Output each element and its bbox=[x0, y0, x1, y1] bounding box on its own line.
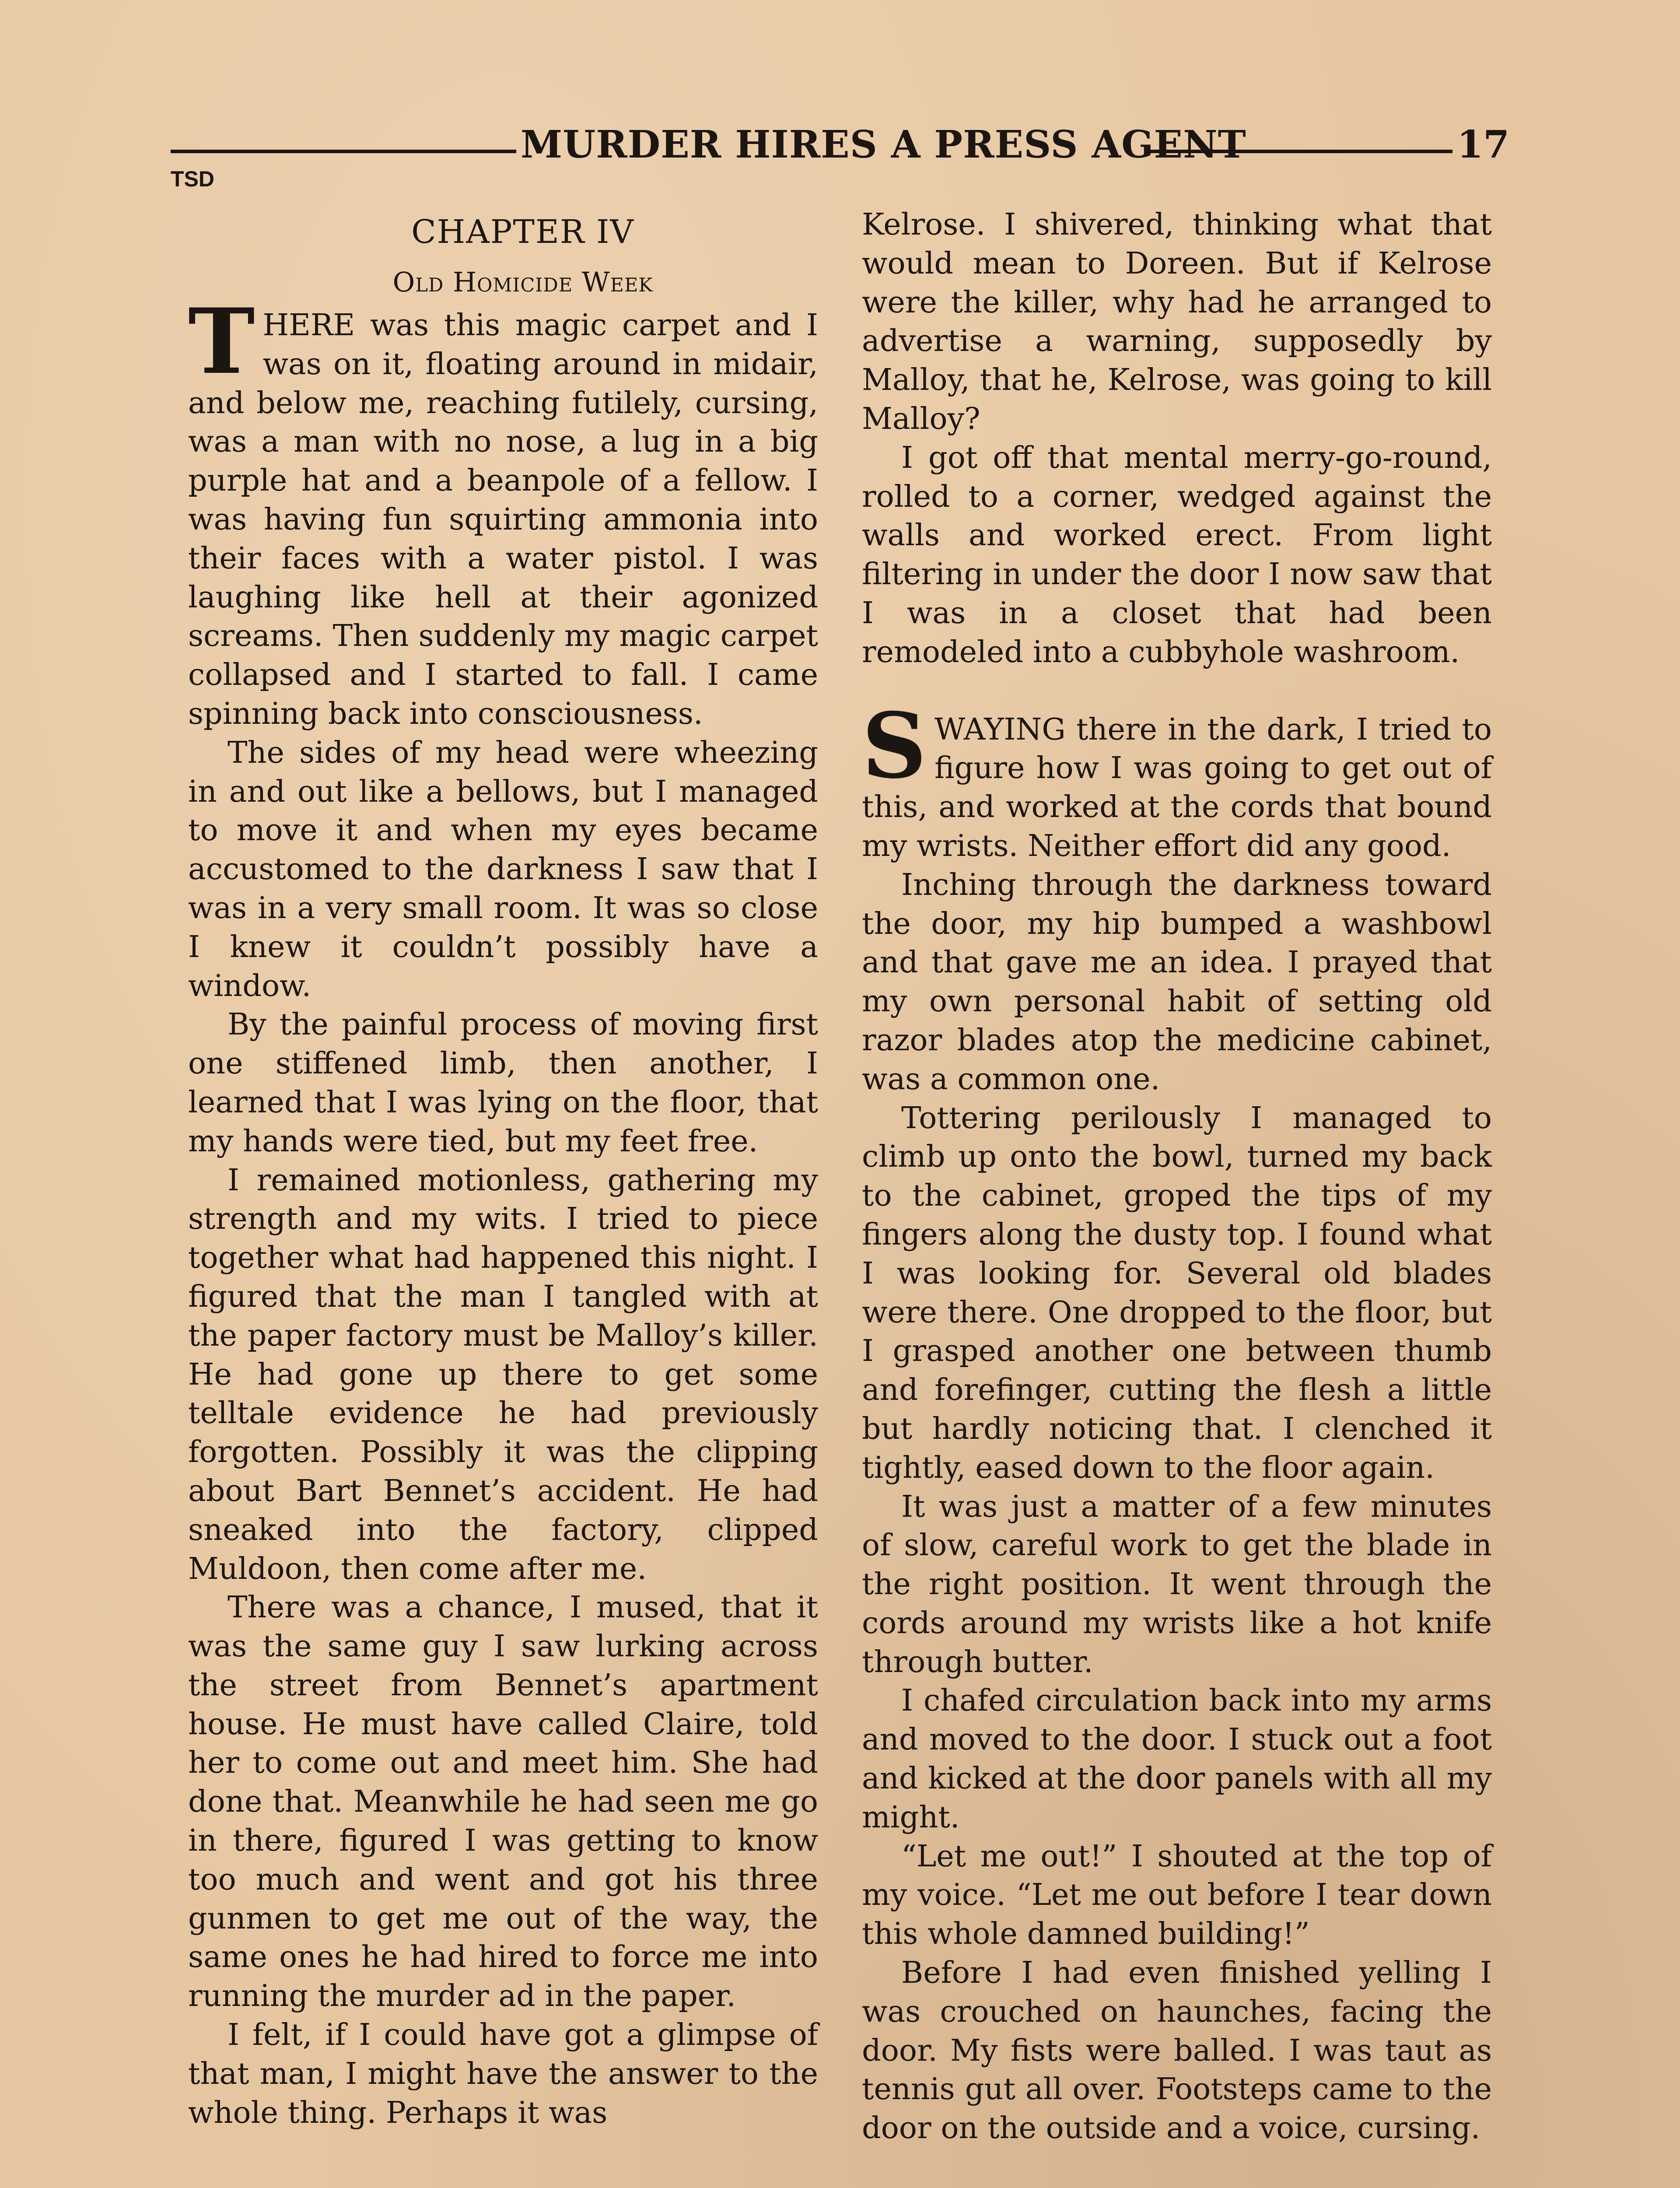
paragraph: Tottering perilously I managed to climb up onto the bowl, turned my back to the cabinet, groped the tips of my fingers along the dusty top. I found what I was looking for. Several old blades were there. One dropped to the floor, but I grasped another one between thumb and forefinger, cutting the flesh a little but hardly noticing that. I clenched it tightly, eased down to the floor again. bbox=[862, 1101, 1492, 1485]
paragraph: Inching through the darkness toward the door, my hip bumped a washbowl and that gave me an idea. I prayed that my own personal habit of setting old razor blades atop the medicine cabinet, was a common one. bbox=[862, 867, 1492, 1097]
paragraph: There was a chance, I mused, that it was the same guy I saw lurking across the street from Bennet’s apartment house. He must have called Claire, told her to come out and meet him. She had done that. Meanwhile he had seen me go in there, figured I was getting to know too much and went and got his three gunmen to get me out of the way, the same ones he had hired to force me into running the murder ad in the paper. bbox=[188, 1590, 818, 2014]
header-rule-left bbox=[171, 150, 516, 153]
publisher-tag: TSD bbox=[171, 167, 214, 191]
drop-cap: S bbox=[862, 693, 927, 799]
running-title: MURDER HIRES A PRESS AGENT bbox=[521, 123, 1246, 167]
paragraph: “Let me out!” I shouted at the top of my voice. “Let me out before I tear down this whole damned building!” bbox=[862, 1839, 1492, 1952]
paragraph: I chafed circulation back into my arms and moved to the door. I stuck out a foot and kicked at the door panels with all my might. bbox=[862, 1683, 1492, 1835]
paragraph: THERE was this magic carpet and I was on it, floating around in midair, and below me, reaching futilely, cursing, was a man with no nose, a lug in a big purple hat and a beanpole of a fellow. I was having fun squirting ammonia into their faces with a water pistol. I was laughing like hell at their agonized screams. Then suddenly my magic carpet collapsed and I started to fall. I came spinning back into consciousness. bbox=[188, 289, 818, 731]
paragraph: It was just a matter of a few minutes of slow, careful work to get the blade in the right position. It went through the cords around my wrists like a hot knife through butter. bbox=[862, 1489, 1492, 1680]
page-number: 17 bbox=[1457, 123, 1509, 167]
paragraph: By the painful process of moving first one stiffened limb, then another, I learned that I was lying on the floor, that my hands were tied, but my feet free. bbox=[188, 1007, 818, 1159]
chapter-number: CHAPTER IV bbox=[411, 213, 634, 251]
paragraph: Kelrose. I shivered, thinking what that would mean to Doreen. But if Kelrose were the killer, why had he arranged to advertise a warning, supposedly by Malloy, that he, Kelrose, was going to kill Malloy? bbox=[862, 207, 1492, 436]
right-column bbox=[862, 206, 1492, 2148]
paragraph: I felt, if I could have got a glimpse of that man, I might have the answer to the whole thing. Perhaps it was bbox=[188, 2018, 818, 2130]
paragraph: I remained motionless, gathering my strength and my wits. I tried to piece together what had happened this night. I figured that the man I tangled with at the paper factory must be Malloy’s killer. He had gone up there to get some telltale evidence he had previously forgotten. Possibly it was the clipping about Bart Bennet’s accident. He had sneaked into the factory, clipped Muldoon, then come after me. bbox=[188, 1163, 818, 1586]
paragraph: Before I had even finished yelling I was crouched on haunches, facing the door. My fists were balled. I was taut as tennis gut all over. Footsteps came to the door on the outside and a voice, cursing. bbox=[862, 1956, 1492, 2146]
paragraph: The sides of my head were wheezing in and out like a bellows, but I managed to move it and when my eyes became accustomed to the darkness I saw that I was in a very small room. It was so close I knew it couldn’t possibly have a window. bbox=[188, 735, 818, 1003]
paragraph: I got off that mental merry-go-round, rolled to a corner, wedged against the walls and worked erect. From light filtering in under the door I now saw that I was in a closet that had been remodeled into a cubbyhole washroom. bbox=[862, 440, 1492, 670]
paragraph: SWAYING there in the dark, I tried to figure how I was going to get out of this, and worked at the cords that bound my wrists. Neither effort did any good. bbox=[862, 693, 1492, 863]
drop-cap: T bbox=[188, 289, 255, 394]
chapter-title: Old Homicide Week bbox=[392, 266, 653, 298]
header-rule-right bbox=[1146, 150, 1452, 153]
running-header bbox=[0, 109, 1680, 171]
left-column bbox=[188, 206, 818, 2132]
